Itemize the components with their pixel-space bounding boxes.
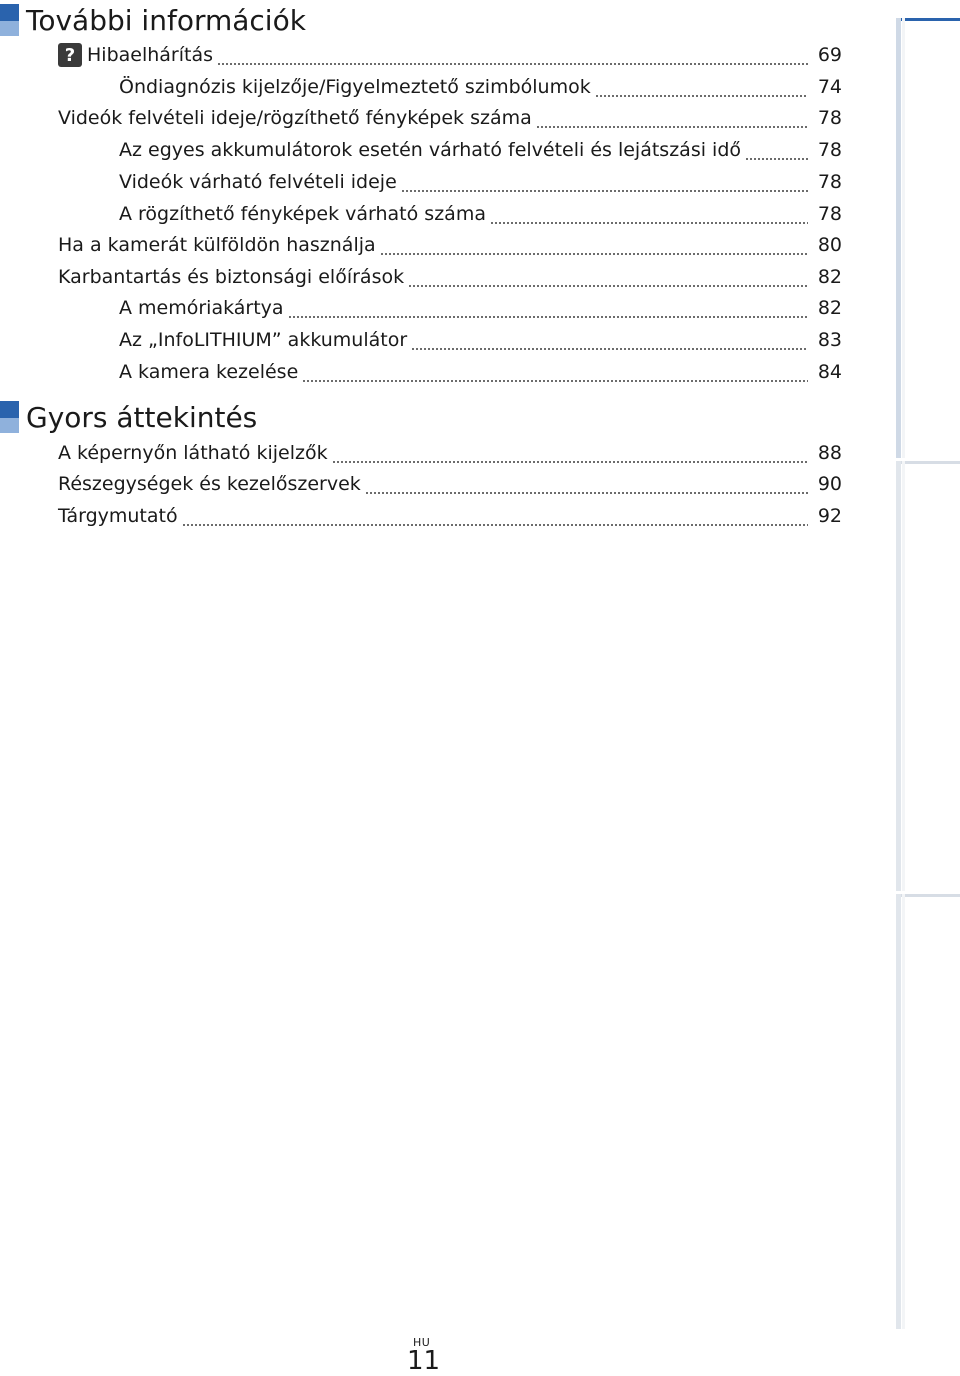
toc-entry-akkumulatorok[interactable]: [119, 136, 842, 164]
toc-entry-label: Hibaelhárítás: [87, 44, 214, 66]
question-icon: ?: [58, 43, 82, 67]
dot-leader: [408, 270, 808, 288]
toc-entry-page: 84: [817, 361, 842, 383]
toc-entry-label: Öndiagnózis kijelzője/Figyelmeztető szimbólumok: [119, 76, 591, 98]
dot-leader: [217, 48, 808, 66]
toc-entry-kamera-kezelese[interactable]: [119, 358, 842, 386]
toc-entry-page: 80: [817, 234, 842, 256]
dot-leader: [365, 477, 808, 495]
toc-entry-label: Tárgymutató: [58, 505, 178, 527]
footer-page-number: 11: [407, 1346, 441, 1376]
toc-entry-reszegysegek[interactable]: [58, 470, 842, 498]
dot-leader: [182, 509, 808, 527]
toc-entry-label: Az egyes akkumulátorok esetén várható felvételi és lejátszási idő: [119, 139, 741, 161]
dot-leader: [332, 446, 808, 464]
side-tab-2[interactable]: [896, 461, 960, 891]
toc-entry-label: Az „InfoLITHIUM” akkumulátor: [119, 329, 408, 351]
dot-leader: [536, 111, 808, 129]
toc-entry-label: A képernyőn látható kijelzők: [58, 442, 328, 464]
dot-leader: [745, 143, 808, 161]
toc-entry-hibaelharitas[interactable]: [58, 41, 842, 69]
toc-entry-label: A memóriakártya: [119, 297, 284, 319]
toc-entry-label: A kamera kezelése: [119, 361, 299, 383]
toc-entry-page: 88: [817, 442, 842, 464]
dot-leader: [380, 238, 808, 256]
section-marker: [0, 401, 19, 433]
toc-entry-page: 78: [817, 139, 842, 161]
dot-leader: [302, 365, 808, 383]
side-tab-3[interactable]: [896, 894, 960, 1329]
section-title: Gyors áttekintés: [26, 400, 258, 434]
toc-entry-kulfoldon[interactable]: [58, 231, 842, 259]
dot-leader: [595, 80, 808, 98]
toc-entry-page: 92: [817, 505, 842, 527]
dot-leader: [411, 333, 808, 351]
toc-entry-label: Ha a kamerát külföldön használja: [58, 234, 376, 256]
toc-entry-label: Karbantartás és biztonsági előírások: [58, 266, 405, 288]
toc-entry-fenykepek-szama[interactable]: [119, 200, 842, 228]
toc-entry-page: 90: [817, 473, 842, 495]
section-title: További információk: [26, 3, 306, 37]
toc-entry-videok-varhato[interactable]: [119, 168, 842, 196]
dot-leader: [401, 175, 808, 193]
dot-leader: [490, 207, 808, 225]
dot-leader: [288, 301, 808, 319]
toc-entry-infolithium[interactable]: [119, 326, 842, 354]
toc-entry-page: 82: [817, 266, 842, 288]
section-header-tovabbi: [0, 0, 306, 40]
toc-entry-videok-felveteli-ideje[interactable]: [58, 104, 842, 132]
toc-entry-ondiagnozis[interactable]: [119, 73, 842, 101]
toc-entry-page: 83: [817, 329, 842, 351]
footer-language: HU: [413, 1336, 431, 1349]
toc-entry-page: 78: [817, 107, 842, 129]
toc-entry-memoriakartya[interactable]: [119, 294, 842, 322]
toc-entry-label: A rögzíthető fényképek várható száma: [119, 203, 486, 225]
section-header-gyors: [0, 397, 257, 437]
side-tab-1[interactable]: [896, 18, 960, 458]
toc-entry-label: Részegységek és kezelőszervek: [58, 473, 361, 495]
toc-entry-kijelzok[interactable]: [58, 439, 842, 467]
toc-entry-page: 78: [817, 203, 842, 225]
toc-entry-label: Videók várható felvételi ideje: [119, 171, 397, 193]
section-marker: [0, 4, 19, 36]
toc-entry-label: Videók felvételi ideje/rögzíthető fényképek száma: [58, 107, 532, 129]
toc-entry-targymutato[interactable]: [58, 502, 842, 530]
toc-entry-page: 78: [817, 171, 842, 193]
toc-entry-page: 69: [817, 44, 842, 66]
toc-entry-karbantartas[interactable]: [58, 263, 842, 291]
toc-entry-page: 82: [817, 297, 842, 319]
toc-entry-page: 74: [817, 76, 842, 98]
